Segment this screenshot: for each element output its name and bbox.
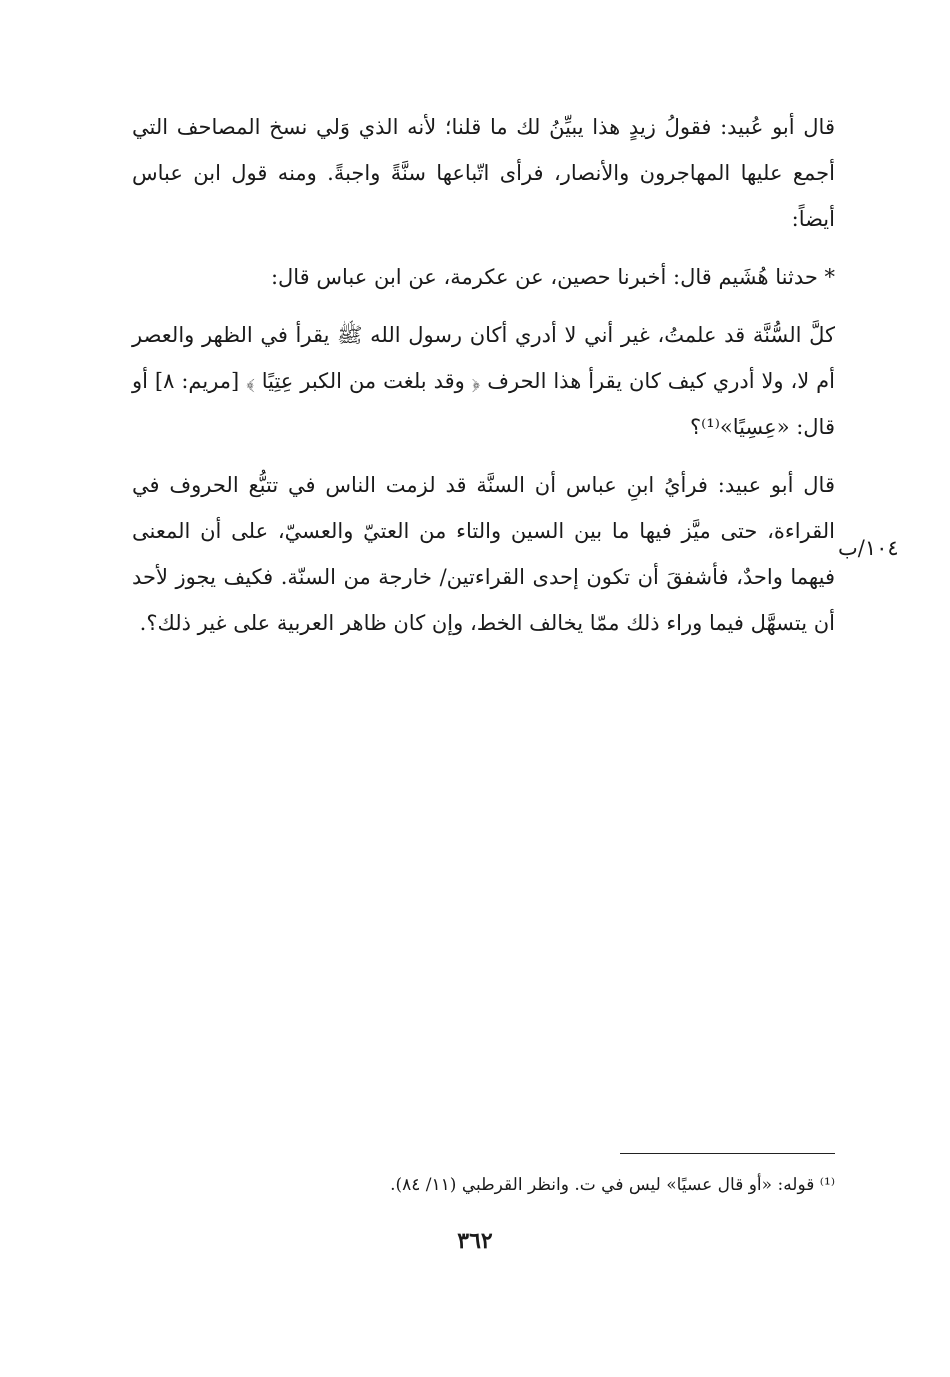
paragraph-3: كلَّ السُّنَّة قد علمتُ، غير أني لا أدري أكان رسول الله ﷺ يقرأ في الظهر والعصر أم لا، ولا أدري كيف كان يقرأ هذا الحرف ﴿ وقد بلغت من الكبر عِتِيًا ﴾ [مريم: ٨] أو قال: «عِسِيًا»⁽¹⁾؟ — [132, 323, 836, 439]
main-text — [132, 104, 835, 646]
page-number: ٣٦٢ — [457, 1228, 493, 1254]
footnote: ⁽¹⁾ قوله: «أو قال عسيًا» ليس في ت. وانظر القرطبي (١١/ ٨٤). — [390, 1175, 835, 1195]
paragraph-1: قال أبو عُبيد: فقولُ زيدٍ هذا يبيِّنُ لك ما قلنا؛ لأنه الذي وَلي نسخ المصاحف التي أجمع عليها المهاجرون والأنصار، فرأى اتّباعها سنَّةً واجبةً. ومنه قول ابن عباس أيضاً: — [132, 115, 835, 231]
footnote-divider — [620, 1153, 835, 1154]
paragraph-4: قال أبو عبيد: فرأيُ ابنِ عباس أن السنَّة قد لزمت الناس في تتبُّع الحروف في القراءة، حتى ميَّز فيها ما بين السين والتاء من العتيّ والعسيّ، على أن المعنى فيهما واحدٌ، فأشفقَ أن تكون إحدى القراءتين/ خارجة من السنّة. فكيف يجوز لأحد أن يتسهَّل فيما وراء ذلك ممّا يخالف الخط، وإن كان ظاهر العربية على غير ذلك؟. — [132, 473, 835, 635]
manuscript-folio-note: ١٠٤/ب — [838, 536, 899, 560]
paragraph-2: * حدثنا هُشَيم قال: أخبرنا حصين، عن عكرمة، عن ابن عباس قال: — [270, 265, 835, 289]
